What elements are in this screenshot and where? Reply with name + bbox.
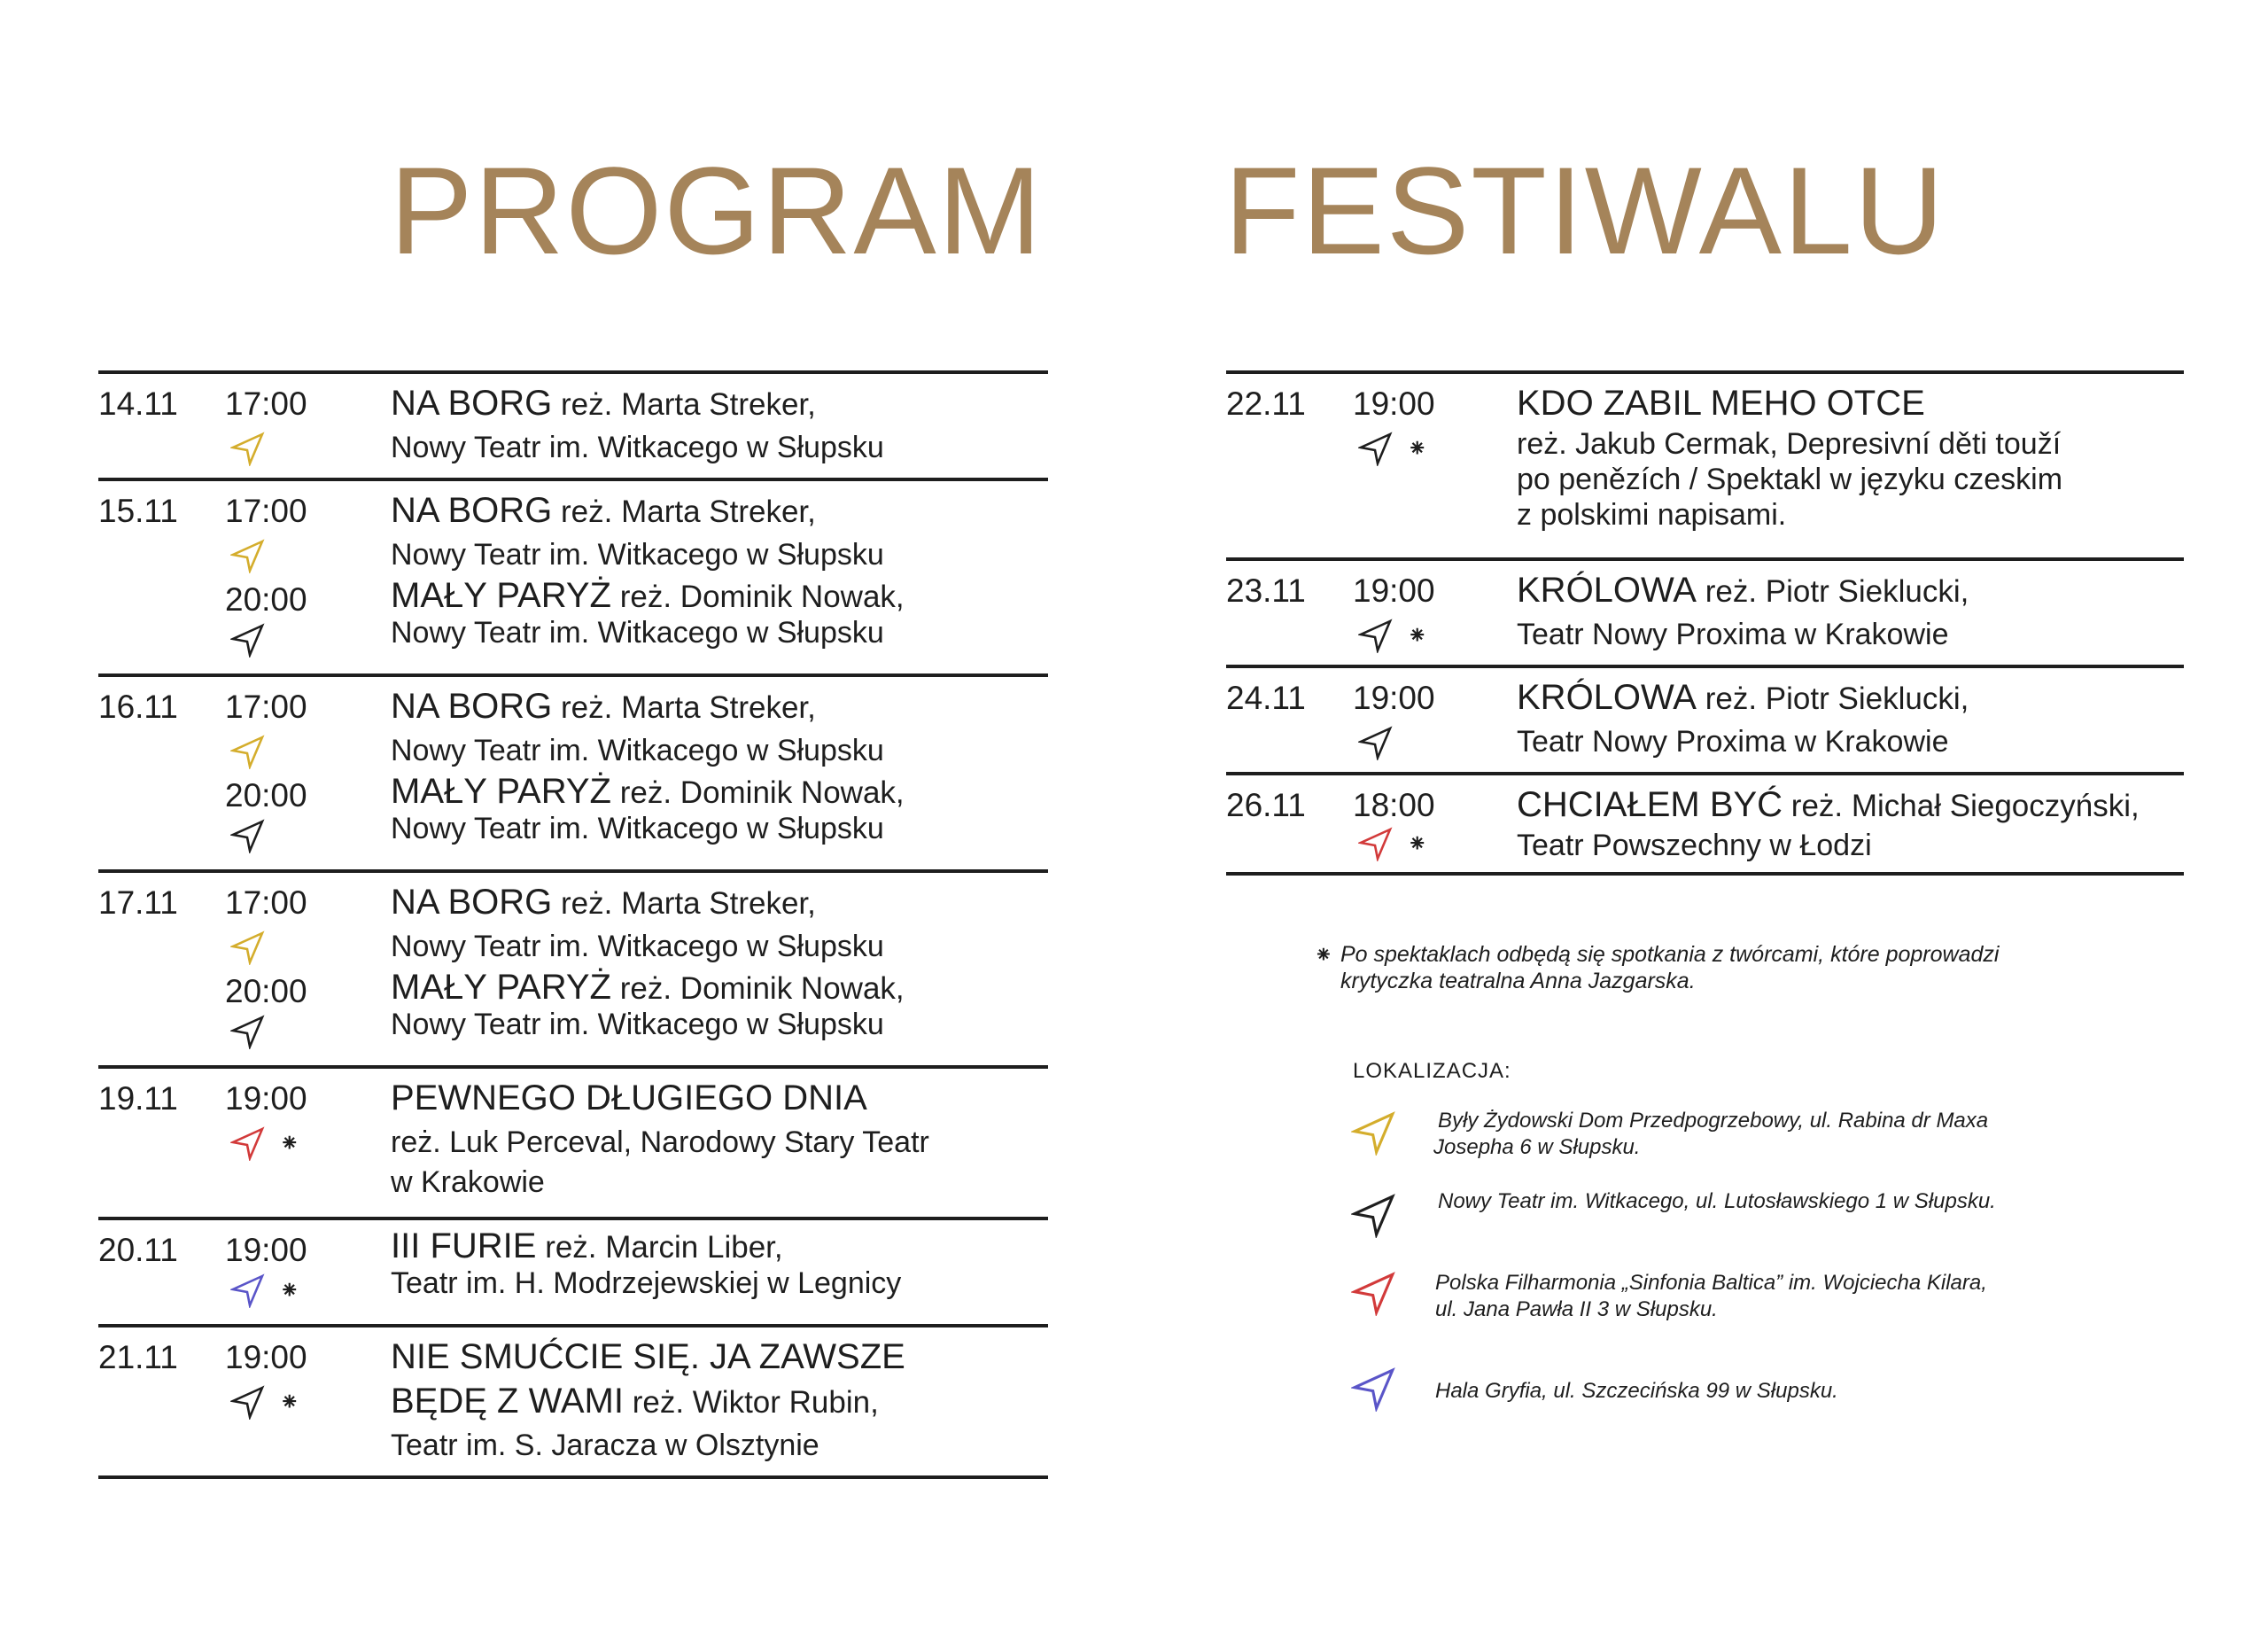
event-title: KRÓLOWA: [1517, 678, 1697, 717]
event-title: PEWNEGO DŁUGIEGO DNIA: [391, 1078, 867, 1117]
location-line: Nowy Teatr im. Witkacego, ul. Lutosławskiego 1 w Słupsku.: [1438, 1189, 1996, 1213]
event-entry: [225, 578, 1048, 666]
location-arrow-icon: [230, 930, 266, 965]
event-title: MAŁY PARYŻ: [391, 968, 611, 1007]
location-arrow-icon: [1358, 618, 1394, 653]
day-block-20-11: [98, 1217, 1048, 1324]
event-director: reż. Marta Streker,: [561, 690, 816, 725]
event-director: reż. Piotr Sieklucki,: [1705, 681, 1969, 716]
event-title: MAŁY PARYŻ: [391, 576, 611, 615]
meeting-asterisk-icon: ⁕: [1407, 621, 1428, 649]
event-venue: Nowy Teatr im. Witkacego w Słupsku: [391, 538, 884, 572]
event-time: 19:00: [225, 1339, 307, 1375]
event-director: reż. Dominik Nowak,: [619, 971, 905, 1006]
day-date: 16.11: [98, 689, 178, 725]
event-time: 19:00: [225, 1080, 307, 1117]
location-line: Polska Filharmonia „Sinfonia Baltica” im. Wojciecha Kilara,: [1435, 1271, 1987, 1295]
event-details: z polskimi napisami.: [1517, 498, 1787, 532]
day-block-15-11: [98, 478, 1048, 673]
event-time: 20:00: [225, 973, 307, 1009]
schedule-right-column: [1226, 370, 2184, 876]
event-title: NA BORG: [391, 883, 553, 922]
meeting-asterisk-icon: ⁕: [1407, 434, 1428, 462]
day-date: 22.11: [1226, 385, 1306, 422]
event-time: 17:00: [225, 385, 307, 422]
event-entry: [1353, 382, 2184, 550]
event-title: NIE SMUĆCIE SIĘ. JA ZAWSZE: [391, 1337, 905, 1376]
event-title: CHCIAŁEM BYĆ: [1517, 785, 1783, 824]
event-director: reż. Michał Siegoczyński,: [1790, 789, 2140, 823]
event-director: reż. Marta Streker,: [561, 886, 816, 921]
event-venue: Nowy Teatr im. Witkacego w Słupsku: [391, 812, 884, 845]
event-time: 17:00: [225, 884, 307, 921]
event-entry: [1353, 783, 2184, 865]
event-entry: [225, 489, 1048, 578]
title-program: PROGRAM: [390, 141, 1044, 280]
day-block-26-11: [1226, 772, 2184, 876]
location-arrow-icon: [230, 431, 266, 466]
event-venue: Nowy Teatr im. Witkacego w Słupsku: [391, 431, 884, 464]
event-venue: Teatr im. H. Modrzejewskiej w Legnicy: [391, 1266, 902, 1300]
day-date: 17.11: [98, 884, 178, 921]
event-title: NA BORG: [391, 687, 553, 726]
event-venue: Nowy Teatr im. Witkacego w Słupsku: [391, 1008, 884, 1041]
location-arrow-icon: [230, 1384, 266, 1420]
event-entry: [225, 685, 1048, 774]
event-venue: Nowy Teatr im. Witkacego w Słupsku: [391, 734, 884, 767]
event-title: III FURIE: [391, 1226, 537, 1265]
event-entry: [225, 1077, 1048, 1210]
event-director: reż. Marcin Liber,: [545, 1230, 783, 1265]
event-time: 20:00: [225, 777, 307, 814]
event-time: 19:00: [225, 1232, 307, 1268]
day-block-14-11: [98, 370, 1048, 478]
event-director: reż. Dominik Nowak,: [619, 580, 905, 614]
event-time: 19:00: [1353, 385, 1435, 422]
event-title: KDO ZABIL MEHO OTCE: [1517, 384, 1925, 423]
location-arrow-icon: [230, 538, 266, 573]
event-director: reż. Wiktor Rubin,: [632, 1385, 879, 1420]
event-details: po penězích / Spektakl w języku czeskim: [1517, 463, 2063, 496]
event-director: reż. Marta Streker,: [561, 494, 816, 529]
event-entry: [1353, 569, 2184, 658]
event-title: KRÓLOWA: [1517, 571, 1697, 610]
event-details: reż. Luk Perceval, Narodowy Stary Teatr: [391, 1125, 929, 1159]
day-block-21-11: [98, 1324, 1048, 1479]
location-arrow-icon: [1351, 1192, 1397, 1238]
location-line: Hala Gryfia, ul. Szczecińska 99 w Słupsku.: [1435, 1379, 1838, 1403]
event-entry: [225, 774, 1048, 862]
event-time: 17:00: [225, 493, 307, 529]
day-date: 23.11: [1226, 572, 1306, 609]
event-entry: [225, 382, 1048, 471]
event-director: reż. Piotr Sieklucki,: [1705, 574, 1969, 609]
day-block-16-11: [98, 673, 1048, 869]
location-arrow-icon: [1351, 1366, 1397, 1412]
event-title: NA BORG: [391, 384, 553, 423]
event-time: 18:00: [1353, 787, 1435, 823]
event-details: w Krakowie: [391, 1165, 545, 1199]
location-arrow-icon: [230, 1014, 266, 1049]
note-line: krytyczka teatralna Anna Jazgarska.: [1340, 969, 1696, 993]
event-time: 19:00: [1353, 680, 1435, 716]
day-date: 21.11: [98, 1339, 178, 1375]
day-date: 24.11: [1226, 680, 1306, 716]
day-date: 14.11: [98, 385, 178, 422]
event-venue: Teatr Powszechny w Łodzi: [1517, 829, 1872, 862]
event-venue: Teatr Nowy Proxima w Krakowie: [1517, 725, 1949, 759]
event-time: 19:00: [1353, 572, 1435, 609]
event-title: NA BORG: [391, 491, 553, 530]
location-arrow-icon: [1351, 1109, 1397, 1156]
day-date: 20.11: [98, 1232, 178, 1268]
event-venue: Teatr im. S. Jaracza w Olsztynie: [391, 1429, 819, 1462]
meeting-asterisk-icon: ⁕: [279, 1388, 300, 1415]
location-arrow-icon: [230, 818, 266, 853]
event-time: 17:00: [225, 689, 307, 725]
location-line: ul. Jana Pawła II 3 w Słupsku.: [1435, 1297, 1718, 1321]
event-director: reż. Marta Streker,: [561, 387, 816, 422]
note-line: Po spektaklach odbędą się spotkania z twórcami, które poprowadzi: [1340, 942, 2000, 967]
title-festiwalu: FESTIWALU: [1224, 141, 1946, 280]
location-arrow-icon: [230, 622, 266, 658]
meeting-asterisk-icon: ⁕: [1407, 829, 1428, 857]
day-date: 15.11: [98, 493, 178, 529]
event-title: MAŁY PARYŻ: [391, 772, 611, 811]
event-venue: Teatr Nowy Proxima w Krakowie: [1517, 618, 1949, 651]
meeting-asterisk-icon: ⁕: [279, 1129, 300, 1156]
day-date: 26.11: [1226, 787, 1306, 823]
meeting-note: [1314, 941, 2164, 994]
event-details: reż. Jakub Cermak, Depresivní děti touží: [1517, 427, 2062, 461]
location-arrow-icon: [230, 1273, 266, 1308]
day-block-22-11: [1226, 370, 2184, 557]
day-block-23-11: [1226, 557, 2184, 665]
event-entry: [225, 969, 1048, 1058]
location-arrow-icon: [1358, 826, 1394, 861]
day-block-17-11: [98, 869, 1048, 1065]
event-title-cont: BĘDĘ Z WAMI: [391, 1382, 624, 1421]
location-line: Josepha 6 w Słupsku.: [1433, 1135, 1641, 1159]
event-entry: [225, 1228, 1048, 1317]
event-venue: Nowy Teatr im. Witkacego w Słupsku: [391, 930, 884, 963]
day-block-19-11: [98, 1065, 1048, 1217]
location-arrow-icon: [1358, 725, 1394, 760]
locations-heading: LOKALIZACJA:: [1353, 1059, 1511, 1083]
day-date: 19.11: [98, 1080, 178, 1117]
event-venue: Nowy Teatr im. Witkacego w Słupsku: [391, 616, 884, 650]
event-entry: [225, 881, 1048, 969]
event-director: reż. Dominik Nowak,: [619, 775, 905, 810]
location-arrow-icon: [1351, 1270, 1397, 1316]
schedule-left-column: [98, 370, 1048, 1479]
meeting-asterisk-icon: ⁕: [1314, 941, 1333, 968]
meeting-asterisk-icon: ⁕: [279, 1276, 300, 1304]
location-arrow-icon: [230, 1125, 266, 1161]
event-time: 20:00: [225, 581, 307, 618]
day-block-24-11: [1226, 665, 2184, 772]
location-arrow-icon: [230, 734, 266, 769]
event-entry: [1353, 676, 2184, 765]
location-line: Były Żydowski Dom Przedpogrzebowy, ul. Rabina dr Maxa: [1438, 1109, 1989, 1133]
location-arrow-icon: [1358, 431, 1394, 466]
event-entry: [225, 1335, 1048, 1468]
